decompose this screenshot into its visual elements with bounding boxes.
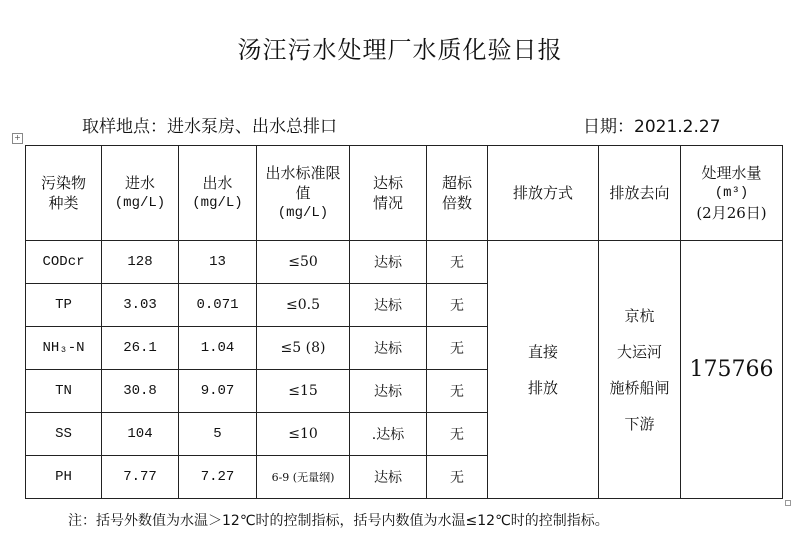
pollutant-name: NH₃-N	[26, 327, 102, 370]
volume-value: 175766	[681, 241, 783, 499]
exceed-value: 无	[427, 370, 488, 413]
limit-value: 6-9 (无量纲)	[257, 456, 350, 499]
discharge-method-cell: 直接 排放	[488, 241, 599, 499]
pollutant-name: TP	[26, 284, 102, 327]
outflow-value: 7.27	[179, 456, 257, 499]
status-value: 达标	[350, 327, 427, 370]
pollutant-name: CODcr	[26, 241, 102, 284]
inflow-value: 104	[102, 413, 179, 456]
exceed-value: 无	[427, 241, 488, 284]
header-discharge-dest: 排放去向	[599, 146, 681, 241]
header-pollutant: 污染物种类	[26, 146, 102, 241]
table-header-row	[26, 146, 783, 241]
exceed-value: 无	[427, 284, 488, 327]
outflow-value: 5	[179, 413, 257, 456]
header-volume: 处理水量 (m³) (2月26日)	[681, 146, 783, 241]
limit-value: ≤15	[257, 370, 350, 413]
table-row	[26, 241, 783, 284]
pollutant-name: PH	[26, 456, 102, 499]
header-outflow: 出水 (mg/L)	[179, 146, 257, 241]
table-move-handle-icon[interactable]: +	[12, 133, 23, 144]
inflow-value: 30.8	[102, 370, 179, 413]
status-value: 达标	[350, 241, 427, 284]
water-quality-table	[25, 145, 783, 499]
exceed-value: 无	[427, 413, 488, 456]
status-value: 达标	[350, 370, 427, 413]
inflow-value: 7.77	[102, 456, 179, 499]
outflow-value: 0.071	[179, 284, 257, 327]
outflow-value: 1.04	[179, 327, 257, 370]
outflow-value: 13	[179, 241, 257, 284]
table-resize-handle[interactable]	[785, 500, 791, 506]
pollutant-name: TN	[26, 370, 102, 413]
exceed-value: 无	[427, 456, 488, 499]
footnote: 注：括号外数值为水温＞12℃时的控制指标，括号内数值为水温≤12℃时的控制指标。	[68, 513, 609, 529]
status-value: 达标	[350, 284, 427, 327]
header-status: 达标情况	[350, 146, 427, 241]
status-value: 达标	[350, 456, 427, 499]
outflow-value: 9.07	[179, 370, 257, 413]
header-discharge-method: 排放方式	[488, 146, 599, 241]
inflow-value: 3.03	[102, 284, 179, 327]
report-title: 汤汪污水处理厂水质化验日报	[237, 36, 563, 64]
limit-value: ≤10	[257, 413, 350, 456]
report-date: 日期：2021.2.27	[583, 117, 721, 137]
inflow-value: 128	[102, 241, 179, 284]
exceed-value: 无	[427, 327, 488, 370]
header-inflow: 进水 (mg/L)	[102, 146, 179, 241]
header-limit: 出水标准限值 (mg/L)	[257, 146, 350, 241]
pollutant-name: SS	[26, 413, 102, 456]
status-value: .达标	[350, 413, 427, 456]
discharge-dest-cell: 京杭 大运河 施桥船闸 下游	[599, 241, 681, 499]
header-exceed: 超标倍数	[427, 146, 488, 241]
limit-value: ≤50	[257, 241, 350, 284]
limit-value: ≤0.5	[257, 284, 350, 327]
inflow-value: 26.1	[102, 327, 179, 370]
limit-value: ≤5 (8)	[257, 327, 350, 370]
sampling-location: 取样地点：进水泵房、出水总排口	[82, 117, 337, 137]
